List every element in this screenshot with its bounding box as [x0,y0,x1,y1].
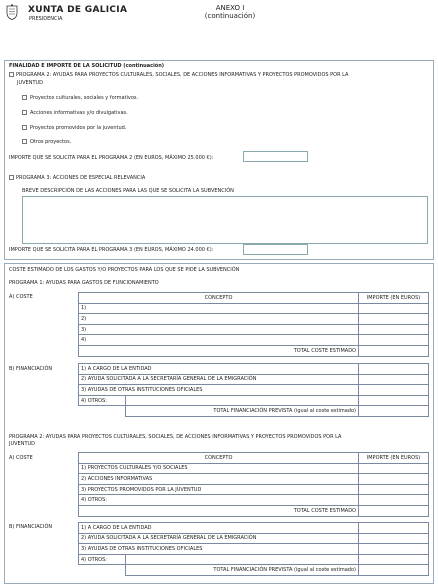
dept-name: PRESIDENCIA [29,16,63,22]
option-culturales-label: Proyectos culturales, sociales y formativos. [30,95,139,101]
p1-total-coste-label: TOTAL COSTE ESTIMADO [79,345,359,356]
p1-coste-label: A) COSTE [9,294,33,300]
table-row [79,495,429,506]
p1-financ-row-label: 3) AYUDAS DE OTRAS INSTITUCIONES OFICIALES [79,385,359,396]
table-row [79,533,429,544]
p2-concepto-cell: 3) PROYECTOS PROMOVIDOS POR LA JUVENTUD [79,484,359,495]
p2-financiacion-table [78,522,429,576]
p2-financ-row-label: 1) A CARGO DE LA ENTIDAD [79,523,359,534]
p1-concepto-cell[interactable]: 3) [79,324,359,335]
p2-concepto-cell[interactable]: 4) OTROS: [79,495,359,506]
option-otros-label: Otros proyectos. [30,139,72,145]
p2-total-financ-label: TOTAL FINANCIACIÓN PREVISTA (igual al coste estimado) [126,565,359,576]
p1-financ-row-label: 4) OTROS: [79,395,126,406]
p2-importe-cell[interactable] [359,463,429,474]
p2-total-financ-cell[interactable] [359,565,429,576]
p1-financiacion-label: B) FINANCIACIÓN [9,366,53,372]
p1-financ-importe-cell[interactable] [359,385,429,396]
p1-financ-importe-cell[interactable] [359,364,429,375]
p2-concepto-cell: 2) ACCIONES INFORMATIVAS [79,474,359,485]
programa2-label: PROGRAMA 2: AYUDAS PARA PROYECTOS CULTURALES, SOCIALES, DE ACCIONES INFORMATIVAS Y PROYECTOS PROMOVIDOS POR LA [16,72,349,78]
p2-importe-cell[interactable] [359,484,429,495]
option-culturales-checkbox[interactable] [22,95,27,100]
org-name: XUNTA DE GALICIA [28,5,128,15]
programa2-label-cont: JUVENTUD [17,80,44,86]
table-row [79,395,429,406]
p2-total-coste-label: TOTAL COSTE ESTIMADO [79,505,359,516]
table-row [79,314,429,325]
table-row [79,544,429,555]
p2-financ-row-label: 4) OTROS: [79,554,126,565]
p2-financ-row-label: 2) AYUDA SOLICITADA A LA SECRETARÍA GENERAL DE LA EMIGRACIÓN [79,533,359,544]
table-row [79,523,429,534]
p1-total-coste-cell[interactable] [359,345,429,356]
p1-importe-cell[interactable] [359,314,429,325]
table-row [79,554,429,565]
table-row [79,484,429,495]
table-row [79,374,429,385]
option-juventud-checkbox[interactable] [22,125,27,130]
table-row [79,474,429,485]
p2-financ-importe-cell[interactable] [359,523,429,534]
p1-importe-cell[interactable] [359,303,429,314]
table-row [79,303,429,314]
table-row [79,335,429,346]
p2-coste-table [78,452,429,517]
p2-financiacion-label: B) FINANCIACIÓN [9,524,53,530]
p2-otros-input[interactable] [126,554,359,565]
table-row [79,463,429,474]
p2-total-coste-cell[interactable] [359,505,429,516]
programa1-title: PROGRAMA 1: AYUDAS PARA GASTOS DE FUNCIONAMIENTO [9,280,159,286]
p1-importe-header: IMPORTE (EN EUROS) [359,293,429,304]
importe-programa2-input[interactable] [243,151,308,162]
p1-financ-row-label: 1) A CARGO DE LA ENTIDAD [79,364,359,375]
p2-importe-header: IMPORTE (EN EUROS) [359,453,429,464]
p1-financiacion-table [78,363,429,417]
p1-total-financ-cell[interactable] [359,406,429,417]
p1-financ-row-label: 2) AYUDA SOLICITADA A LA SECRETARÍA GENERAL DE LA EMIGRACIÓN [79,374,359,385]
p1-financ-importe-cell[interactable] [359,395,429,406]
importe-programa2-label: IMPORTE QUE SE SOLICITA PARA EL PROGRAMA 2 (EN EUROS, MÁXIMO 25.000 €): [9,155,214,161]
p1-total-financ-label: TOTAL FINANCIACIÓN PREVISTA (igual al coste estimado) [126,406,359,417]
p1-concepto-cell[interactable]: 1) [79,303,359,314]
p2-concepto-header: CONCEPTO [79,453,359,464]
option-otros-checkbox[interactable] [22,139,27,144]
p1-concepto-cell[interactable]: 2) [79,314,359,325]
programa3-label: PROGRAMA 3: ACCIONES DE ESPECIAL RELEVANCIA [16,175,146,181]
table-row [79,364,429,375]
p1-importe-cell[interactable] [359,324,429,335]
p2-coste-label: A) COSTE [9,455,33,461]
p2-financ-importe-cell[interactable] [359,554,429,565]
importe-programa3-label: IMPORTE QUE SE SOLICITA PARA EL PROGRAMA 3 (EN EUROS, MÁXIMO 24.000 €): [9,247,214,253]
programa2-checkbox[interactable] [9,72,14,77]
programa2-cost-title-cont: JUVENTUD [9,441,36,447]
p1-importe-cell[interactable] [359,335,429,346]
finalidad-title: FINALIDAD E IMPORTE DE LA SOLICITUD (continuación) [9,63,165,69]
annex-title: ANEXO I [215,4,245,12]
option-informativas-checkbox[interactable] [22,110,27,115]
p2-financ-row-label: 3) AYUDAS DE OTRAS INSTITUCIONES OFICIALES [79,544,359,555]
annex-continuation: (continuación) [204,12,256,20]
p2-importe-cell[interactable] [359,495,429,506]
coste-title: COSTE ESTIMADO DE LOS GASTOS Y/O PROYECTOS PARA LOS QUE SE PIDE LA SUBVENCIÓN [9,267,240,273]
p1-financ-importe-cell[interactable] [359,374,429,385]
table-row [79,385,429,396]
importe-programa3-input[interactable] [243,244,308,255]
xunta-shield-logo [6,4,18,20]
p2-concepto-cell: 1) PROYECTOS CULTURALES Y/O SOCIALES [79,463,359,474]
table-row [79,324,429,335]
p1-concepto-header: CONCEPTO [79,293,359,304]
p2-financ-importe-cell[interactable] [359,533,429,544]
p1-otros-input[interactable] [126,395,359,406]
p2-importe-cell[interactable] [359,474,429,485]
breve-descripcion-label: BREVE DESCRIPCIÓN DE LAS ACCIONES PARA LAS QUE SE SOLICITA LA SUBVENCIÓN [22,188,234,194]
breve-descripcion-textarea[interactable] [22,196,428,244]
p1-coste-table [78,292,429,357]
p2-financ-importe-cell[interactable] [359,544,429,555]
p1-concepto-cell[interactable]: 4) [79,335,359,346]
programa2-cost-title: PROGRAMA 2: AYUDAS PARA PROYECTOS CULTURALES, SOCIALES, DE ACCIONES INFORMATIVAS Y PROYECTOS PROMOVIDOS POR LA [9,434,342,440]
programa3-checkbox[interactable] [9,175,14,180]
option-informativas-label: Acciones informativas y/o divulgativas. [30,110,128,116]
option-juventud-label: Proyectos promovidos por la juventud. [30,125,127,131]
